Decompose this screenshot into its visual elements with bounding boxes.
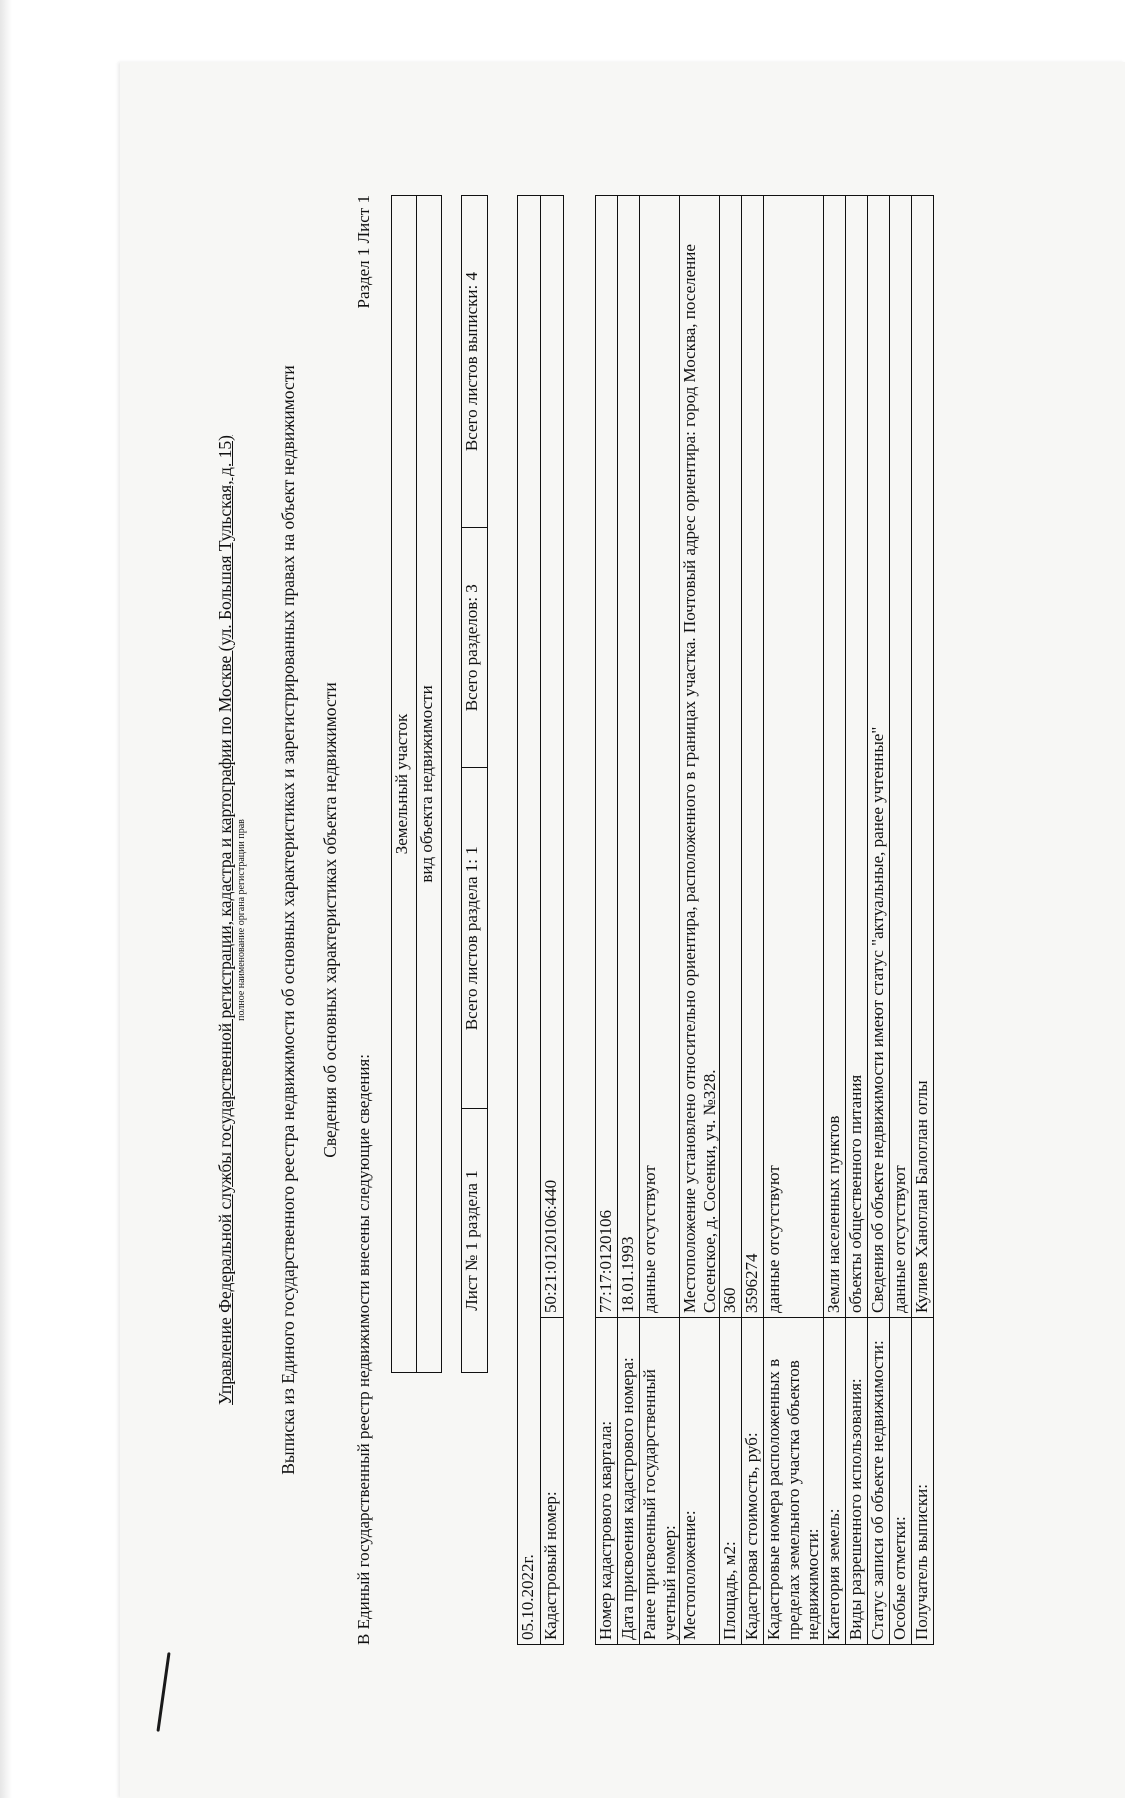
- property-value: Местоположение установлено относительно ориентира, расположенного в границах участка. Почтовый адрес ориентира: город Москва, поселение Сосенское, д. Сосенки, уч. №328.: [680, 196, 720, 1318]
- property-value: 77:17:0120106: [596, 196, 618, 1318]
- sheet-number: Лист № 1 раздела 1: [462, 1109, 488, 1373]
- property-label: Ранее присвоенный государственный учетный номер:: [640, 1318, 680, 1645]
- table-row: [823, 196, 845, 1645]
- extract-date: 05.10.2022г.: [518, 196, 541, 1645]
- object-kind-table: [391, 195, 442, 1373]
- property-label: Виды разрешенного использования:: [845, 1318, 867, 1645]
- authority-name: Управление Федеральной службы государственной регистрации, кадастра и картографии по Москве (ул. Большая Тульская, д. 15): [215, 435, 235, 1405]
- table-row: [640, 196, 680, 1645]
- property-value: объекты общественного питания: [845, 196, 867, 1318]
- property-label: Статус записи об объекте недвижимости:: [867, 1318, 889, 1645]
- property-label: Кадастровые номера расположенных в пределах земельного участка объектов недвижимости:: [764, 1318, 824, 1645]
- table-row: [720, 196, 742, 1645]
- sheet-info-table: [461, 195, 488, 1373]
- property-value: Земли населенных пунктов: [823, 196, 845, 1318]
- property-label: Площадь, м2:: [720, 1318, 742, 1645]
- property-label: Кадастровая стоимость, руб:: [742, 1318, 764, 1645]
- table-row: [618, 196, 640, 1645]
- property-value: Кулиев Ханоглан Балоглан оглы: [911, 196, 933, 1318]
- property-value: Сведения об объекте недвижимости имеют статус "актуальные, ранее учтенные": [867, 196, 889, 1318]
- property-label: Дата присвоения кадастрового номера:: [618, 1318, 640, 1645]
- property-value: данные отсутствуют: [640, 196, 680, 1318]
- cadastral-value: 50:21:0120106:440: [541, 196, 564, 1318]
- property-label: Категория земель:: [823, 1318, 845, 1645]
- sheets-in-section: Всего листов раздела 1: 1: [462, 768, 488, 1109]
- property-label: Особые отметки:: [889, 1318, 911, 1645]
- extract-document: [215, 195, 931, 1645]
- intro-text: В Единый государственный реестр недвижимости внесены следующие сведения:: [353, 1054, 373, 1645]
- table-row: [845, 196, 867, 1645]
- property-value: 3596274: [742, 196, 764, 1318]
- cadastral-table: [517, 195, 564, 1645]
- object-kind-value: Земельный участок: [392, 196, 417, 1373]
- table-row: [889, 196, 911, 1645]
- property-value: 18.01.1993: [618, 196, 640, 1318]
- table-row: [680, 196, 720, 1645]
- property-label: Номер кадастрового квартала:: [596, 1318, 618, 1645]
- property-value: 360: [720, 196, 742, 1318]
- properties-table: [595, 195, 934, 1645]
- sheets-total: Всего листов выписки: 4: [462, 196, 488, 528]
- table-row: [596, 196, 618, 1645]
- table-row: [911, 196, 933, 1645]
- property-label: Местоположение:: [680, 1318, 720, 1645]
- scan-shadow: [0, 0, 12, 1798]
- object-kind-caption: вид объекта недвижимости: [417, 196, 442, 1373]
- property-value: данные отсутствуют: [889, 196, 911, 1318]
- table-row: [742, 196, 764, 1645]
- property-label: Получатель выписки:: [911, 1318, 933, 1645]
- cadastral-label: Кадастровый номер:: [541, 1318, 564, 1645]
- authority-caption: полное наименование органа регистрации прав: [236, 819, 248, 1021]
- extract-title: Выписка из Единого государственного реестра недвижимости об основных характеристиках и зарегистрированных правах на объект недвижимости: [277, 365, 298, 1475]
- intro-row: [354, 195, 376, 1645]
- section-label: Раздел 1 Лист 1: [353, 195, 373, 309]
- table-row: [867, 196, 889, 1645]
- info-title: Сведения об основных характеристиках объекта недвижимости: [319, 682, 340, 1158]
- property-value: данные отсутствуют: [764, 196, 824, 1318]
- sections-total: Всего разделов: 3: [462, 528, 488, 768]
- table-row: [764, 196, 824, 1645]
